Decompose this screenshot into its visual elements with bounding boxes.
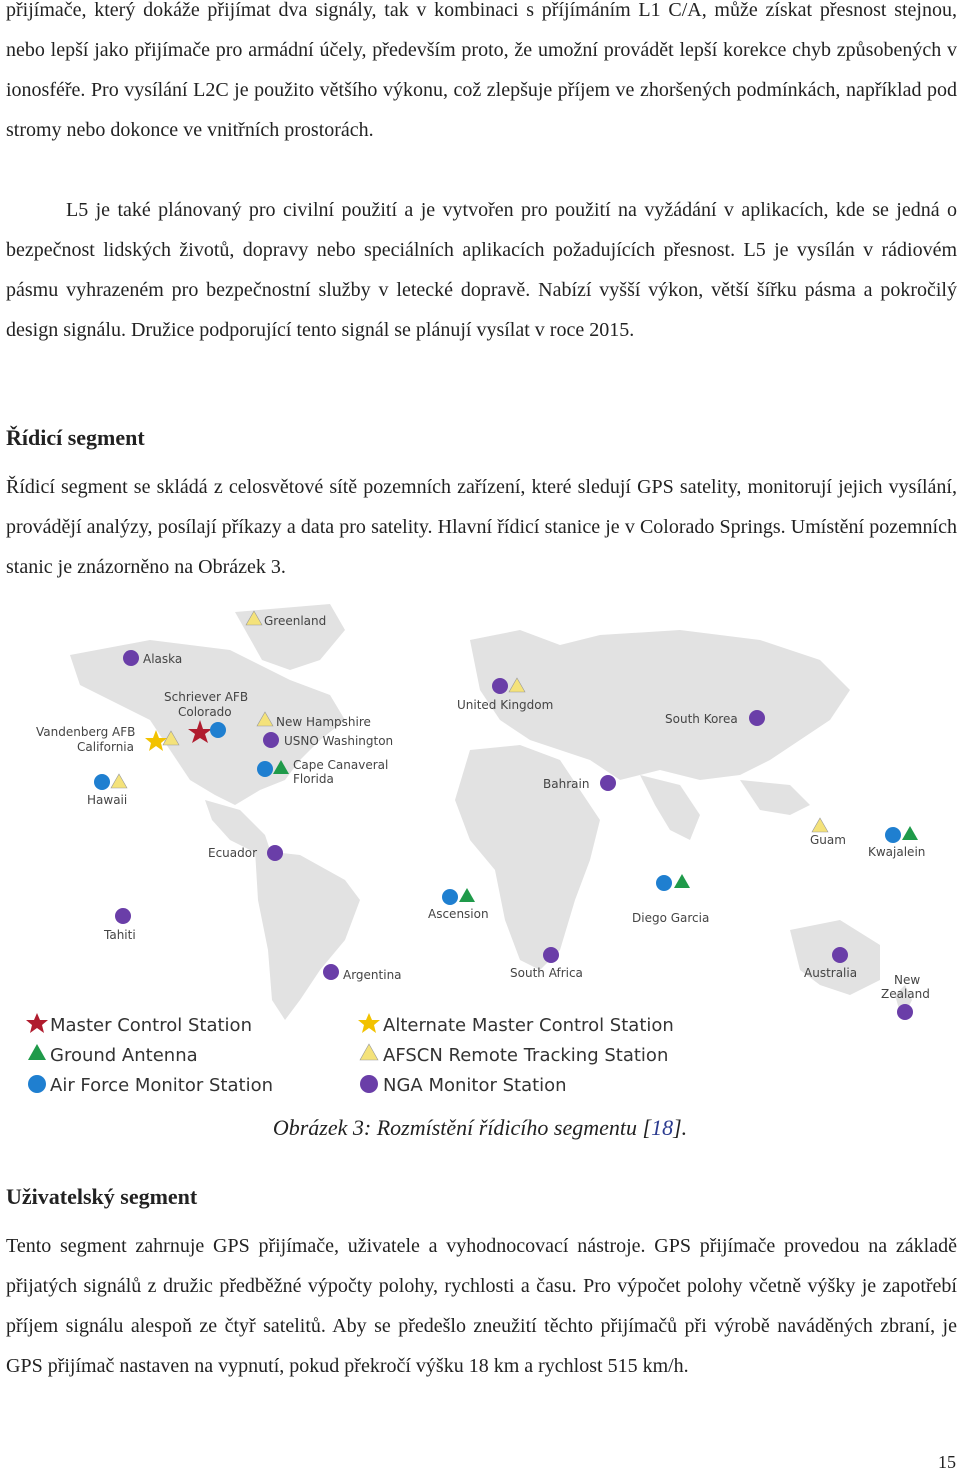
map-legend	[26, 1013, 674, 1096]
heading-user-segment: Uživatelský segment	[6, 1184, 198, 1209]
label-ascension: Ascension	[428, 907, 489, 921]
world-landmass	[70, 604, 912, 1020]
alt-master-legend-icon	[358, 1013, 380, 1033]
label-zealand: Zealand	[881, 987, 930, 1001]
label-new: New	[894, 973, 921, 987]
label-usno: USNO Washington	[284, 734, 394, 748]
label-hawaii: Hawaii	[87, 793, 128, 807]
station-ecuador	[208, 845, 283, 861]
legend-ground: Ground Antenna	[50, 1045, 198, 1066]
ground-stations-map	[0, 600, 960, 1100]
heading-control-segment: Řídicí segment	[6, 425, 145, 450]
label-argentina: Argentina	[343, 968, 402, 982]
label-colorado: Colorado	[178, 705, 232, 719]
legend-master: Master Control Station	[50, 1015, 252, 1036]
nga-marker	[897, 1004, 913, 1020]
caption-suffix: ].	[673, 1115, 688, 1140]
afmon-marker	[210, 722, 226, 738]
station-tahiti	[103, 908, 136, 942]
label-new-hampshire: New Hampshire	[276, 715, 371, 729]
afmon-marker	[885, 827, 901, 843]
label-kwajalein: Kwajalein	[868, 845, 926, 859]
caption-text: Obrázek 3: Rozmístění řídicího segmentu [	[272, 1115, 652, 1140]
nga-marker	[323, 964, 339, 980]
station-argentina	[323, 964, 402, 982]
legend-afmon: Air Force Monitor Station	[50, 1075, 273, 1096]
label-florida: Florida	[293, 772, 334, 786]
nga-marker	[832, 947, 848, 963]
station-new-zealand	[881, 973, 930, 1020]
station-guam	[810, 818, 846, 847]
legend-alt-master: Alternate Master Control Station	[383, 1015, 674, 1036]
label-tahiti: Tahiti	[104, 928, 136, 942]
afscn-marker	[111, 774, 127, 788]
paragraph-user-segment: Tento segment zahrnuje GPS přijímače, uživatele a vyhodnocovací nástroje. GPS přijímače provedou na základě přijatých signálů z družic předběžné výpočty polohy, rychlosti a času. Pro výpočet polohy včetně výšky je zapotřebí příjem signálu alespoň ze čtyř satelitů. Aby se předešlo zneužití těchto přijímačů při výrobě naváděných zbraní, je GPS přijímač nastaven na vypnutí, pokud překročí výšku 18 km a rychlost 515 km/h.	[6, 1235, 957, 1377]
label-south-africa: South Africa	[510, 966, 583, 980]
label-diego-garcia: Diego Garcia	[632, 911, 710, 925]
nga-legend-icon	[360, 1075, 378, 1093]
afmon-marker	[656, 875, 672, 891]
nga-marker	[267, 845, 283, 861]
afmon-marker	[94, 774, 110, 790]
afmon-marker	[442, 889, 458, 905]
ground-antenna-marker	[902, 826, 918, 840]
afscn-legend-icon	[360, 1044, 378, 1060]
nga-marker	[123, 650, 139, 666]
label-vandenberg: Vandenberg AFB	[36, 725, 136, 739]
ground-antenna-marker	[459, 888, 475, 902]
nga-marker	[749, 710, 765, 726]
afscn-marker	[812, 818, 828, 832]
paragraph-l2c: přijímače, který dokáže přijímat dva signály, tak v kombinaci s příjímáním L1 C/A, může získat přesnost stejnou, nebo lepší jako přijímače pro armádní účely, především proto, že umožní provádět lepší korekce chyb způsobených v ionosféře. Pro vysílání L2C je použito většího výkonu, což zlepšuje příjem ve zhoršených podmínkách, například pod stromy nebo dokonce ve vnitřních prostorách.	[6, 0, 957, 141]
label-bahrain: Bahrain	[543, 777, 590, 791]
ground-legend-icon	[28, 1044, 46, 1060]
station-alaska	[123, 650, 182, 666]
page-number: 15	[938, 1452, 956, 1472]
label-alaska: Alaska	[143, 652, 183, 666]
legend-afscn: AFSCN Remote Tracking Station	[383, 1045, 669, 1066]
label-ecuador: Ecuador	[208, 846, 258, 860]
station-hawaii	[87, 774, 127, 807]
paragraph-l5: L5 je také plánovaný pro civilní použití a je vytvořen pro použití na vyžádání v aplikacích, kde se jedná o bezpečnost lidských životů, dopravy nebo speciálních aplikacích požadujících přesnost. L5 je vysílán v rádiovém pásmu vyhrazeném pro bezpečnostní služby v letecké dopravě. Nabízí vyšší výkon, větší šířku pásma a pokročilý design signálu. Družice podporující tento signál se plánují vysílat v roce 2015.	[6, 199, 957, 341]
station-ascension	[428, 888, 489, 921]
afmon-marker	[257, 761, 273, 777]
label-uk: United Kingdom	[457, 698, 554, 712]
nga-marker	[115, 908, 131, 924]
label-cape-canaveral: Cape Canaveral	[293, 758, 389, 772]
station-diego-garcia	[632, 874, 709, 925]
label-south-korea: South Korea	[665, 712, 738, 726]
legend-nga: NGA Monitor Station	[383, 1075, 567, 1096]
nga-marker	[600, 775, 616, 791]
label-greenland: Greenland	[264, 614, 327, 628]
paragraph-control-segment: Řídicí segment se skládá z celosvětové sítě pozemních zařízení, které sledují GPS satelity, monitorují jejich vysílání, provádějí analýzy, posílají příkazy a data pro satelity. Hlavní řídicí stanice je v Colorado Springs. Umístění pozemních stanic je znázorněno na Obrázek 3.	[6, 476, 957, 578]
ground-antenna-marker	[674, 874, 690, 888]
nga-marker	[263, 732, 279, 748]
station-bahrain	[543, 775, 616, 791]
label-australia: Australia	[804, 966, 858, 980]
caption-reference-link[interactable]: 18	[651, 1115, 674, 1140]
station-kwajalein	[868, 826, 925, 859]
figure-caption	[0, 1112, 960, 1144]
label-california: California	[77, 740, 134, 754]
label-schriever: Schriever AFB	[164, 690, 249, 704]
nga-marker	[492, 678, 508, 694]
master-legend-icon	[26, 1013, 48, 1033]
nga-marker	[543, 947, 559, 963]
label-guam: Guam	[810, 833, 846, 847]
afmon-legend-icon	[28, 1075, 46, 1093]
